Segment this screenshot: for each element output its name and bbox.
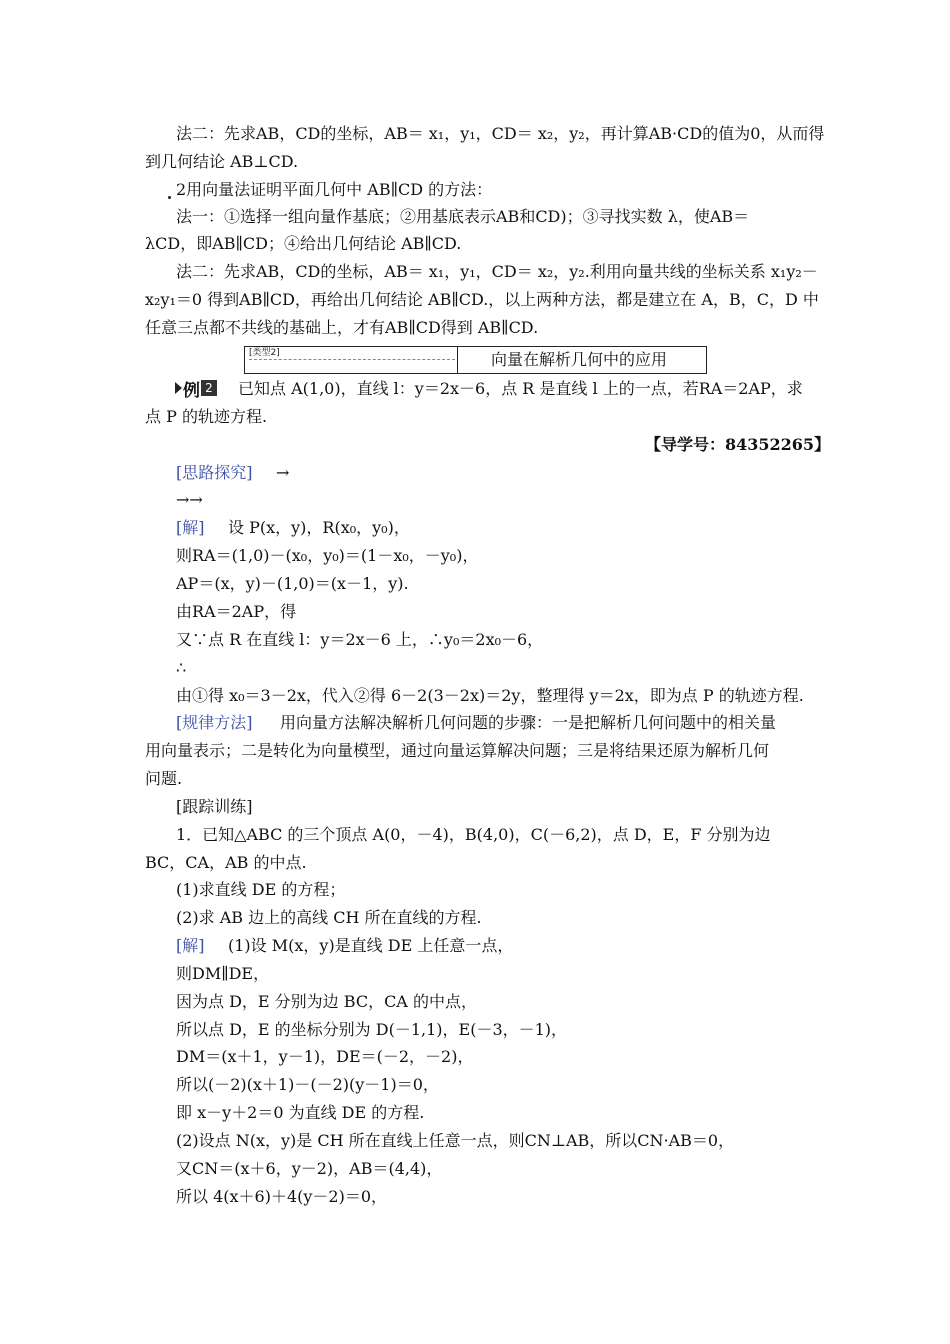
example-line1: 已知点 A(1,0)，直线 l：y＝2x－6，点 R 是直线 l 上的一点，若RA＝2AP，求 bbox=[238, 379, 803, 398]
example-line2: 点 P 的轨迹方程. bbox=[145, 407, 268, 426]
parallel-method2-line3: 任意三点都不共线的基础上，才有AB∥CD得到 AB∥CD. bbox=[145, 318, 539, 337]
method-line2: 用向量表示；二是转化为向量模型，通过向量运算解决问题；三是将结果还原为解析几何 bbox=[145, 741, 770, 760]
answer-line8: 又CN＝(x＋6，y－2)，AB＝(4,4)， bbox=[176, 1159, 443, 1178]
solution-line0: 设 P(x，y)，R(x₀，y₀)， bbox=[228, 518, 410, 537]
solution-line3: 由RA＝2AP，得 bbox=[176, 602, 297, 621]
solution-line1: 则RA＝(1,0)－(x₀，y₀)＝(1－x₀，－y₀)， bbox=[176, 546, 479, 565]
parallel-method1-line1: 法一：①选择一组向量作基底；②用基底表示AB和CD)；③寻找实数 λ，使AB＝ bbox=[176, 207, 750, 226]
solution-label: [解] bbox=[176, 518, 205, 537]
method-label: [规律方法] bbox=[176, 713, 253, 732]
type-tag: [类型2] bbox=[249, 348, 280, 358]
method-line3: 问题. bbox=[145, 769, 183, 788]
training-q2: BC，CA，AB 的中点. bbox=[145, 853, 307, 872]
solution-line2: AP＝(x，y)－(1,0)＝(x－1，y). bbox=[176, 574, 409, 593]
answer-line0: (1)设 M(x，y)是直线 DE 上任意一点， bbox=[228, 936, 514, 955]
training-q3: (1)求直线 DE 的方程； bbox=[176, 880, 346, 899]
guide-number: 【导学号：84352265】 bbox=[645, 435, 831, 454]
example-number: 2 bbox=[201, 380, 217, 396]
parallel-method2-line1: 法二：先求AB，CD的坐标，AB＝ x₁，y₁，CD＝ x₂，y₂.利用向量共线的坐标关系 x₁y₂－ bbox=[176, 262, 818, 281]
answer-label: [解] bbox=[176, 936, 205, 955]
type-heading-box bbox=[244, 346, 707, 374]
answer-line4: DM＝(x＋1，y－1)，DE＝(－2，－2)， bbox=[176, 1047, 474, 1066]
thinking-arrows: →→ bbox=[176, 490, 203, 509]
answer-line6: 即 x－y＋2＝0 为直线 DE 的方程. bbox=[176, 1103, 425, 1122]
thinking-arrow: → bbox=[276, 463, 290, 482]
answer-line9: 所以 4(x＋6)＋4(y－2)＝0， bbox=[176, 1187, 388, 1206]
method2-line1: 法二：先求AB，CD的坐标，AB＝ x₁，y₁，CD＝ x₂，y₂，再计算AB·CD的值为0，从而得 bbox=[176, 124, 825, 143]
solution-line4: 又∵点 R 在直线 l：y＝2x－6 上，∴y₀＝2x₀－6， bbox=[176, 630, 544, 649]
training-label: [跟踪训练] bbox=[176, 797, 253, 816]
type-tag-divider bbox=[249, 359, 455, 360]
answer-line2: 因为点 D，E 分别为边 BC，CA 的中点， bbox=[176, 992, 477, 1011]
parallel-method2-line2: x₂y₁＝0 得到AB∥CD，再给出几何结论 AB∥CD.，以上两种方法，都是建立在 A，B，C，D 中 bbox=[145, 290, 819, 309]
method2-line2: 到几何结论 AB⊥CD. bbox=[145, 152, 299, 171]
method-line1: 用向量方法解决解析几何问题的步骤：一是把解析几何问题中的相关量 bbox=[280, 713, 777, 732]
dot-mark bbox=[168, 196, 171, 199]
solution-line6: 由①得 x₀＝3－2x，代入②得 6－2(3－2x)＝2y，整理得 y＝2x，即为点 P 的轨迹方程. bbox=[176, 686, 804, 705]
parallel-heading: 2用向量法证明平面几何中 AB∥CD 的方法： bbox=[176, 180, 493, 199]
triangle-arrow-icon bbox=[175, 382, 182, 394]
training-q1: 1．已知△ABC 的三个顶点 A(0，－4)，B(4,0)，C(－6,2)，点 D，E，F 分别为边 bbox=[176, 825, 771, 844]
answer-line5: 所以(－2)(x＋1)－(－2)(y－1)＝0， bbox=[176, 1075, 439, 1094]
example-badge bbox=[175, 378, 217, 401]
type-box-divider bbox=[457, 347, 458, 373]
training-q4: (2)求 AB 边上的高线 CH 所在直线的方程. bbox=[176, 908, 482, 927]
thinking-label: [思路探究] bbox=[176, 463, 253, 482]
answer-line7: (2)设点 N(x，y)是 CH 所在直线上任意一点，则CN⊥AB，所以CN·AB＝0， bbox=[176, 1131, 735, 1150]
parallel-method1-line2: λCD，即AB∥CD；④给出几何结论 AB∥CD. bbox=[145, 234, 462, 253]
answer-line1: 则DM∥DE， bbox=[176, 964, 270, 983]
example-word: 例 bbox=[183, 380, 200, 401]
solution-line5: ∴ bbox=[176, 658, 187, 677]
type-title: 向量在解析几何中的应用 bbox=[491, 350, 668, 369]
answer-line3: 所以点 D，E 的坐标分别为 D(－1,1)，E(－3，－1)， bbox=[176, 1020, 568, 1039]
